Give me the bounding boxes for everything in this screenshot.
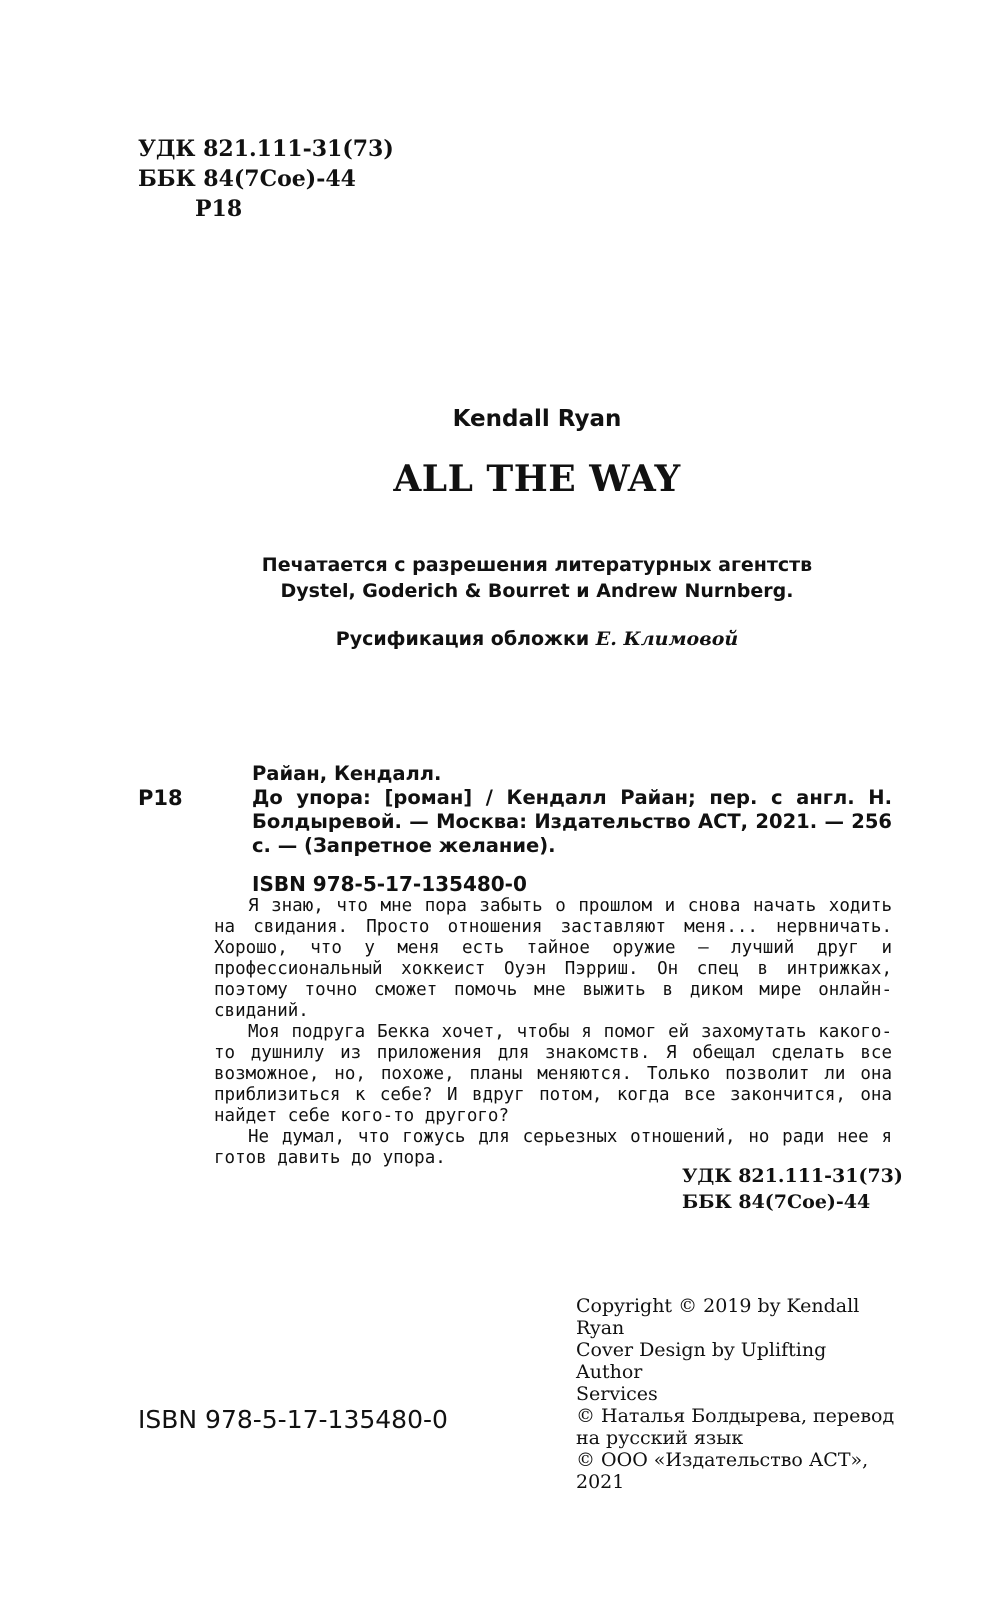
bibliographic-isbn: ISBN 978-5-17-135480-0 (252, 872, 527, 896)
annotation-paragraph: Не думал, что гожусь для серьезных отношений, но ради нее я готов давить до упора. (214, 1127, 892, 1168)
annotation-paragraph: Моя подруга Бекка хочет, чтобы я помог ей захомутать какого-то душнилу из приложения для знакомств. Я обещал сделать все возможное, но, похоже, планы меняются. Только позволит ли она приблизиться к себе? И вдруг потом, когда все закончится, она найдет себе кого-то другого? (214, 1022, 892, 1126)
copyright-line: на русский язык (576, 1427, 744, 1449)
footer-classification-codes (682, 1163, 903, 1215)
bibliographic-entry: До упора: [роман] / Кендалл Райан; пер. с англ. Н. Болдыревой. — Москва: Издательство АСТ, 2021. — 256 с. — (Запретное желание). (252, 786, 892, 857)
bbk-code: ББК 84(7Сое)-44 (138, 166, 356, 192)
book-author: Kendall Ryan (452, 406, 622, 432)
book-title: ALL THE WAY (393, 458, 681, 500)
bibliographic-heading: Райан, Кендалл. (252, 762, 442, 785)
footer-bbk-code: ББК 84(7Сое)-44 (682, 1191, 871, 1213)
cover-credit-prefix: Русификация обложки (335, 628, 596, 650)
permission-notice (0, 552, 1000, 604)
copyright-line: © ООО «Издательство АСТ», 2021 (576, 1449, 869, 1493)
bibliographic-record (252, 762, 892, 896)
permission-line-1: Печатается с разрешения литературных агентств (261, 554, 813, 576)
udk-code: УДК 821.111-31(73) (138, 136, 394, 162)
copyright-line: Copyright © 2019 by Kendall Ryan (576, 1295, 860, 1339)
copyright-line: Services (576, 1383, 658, 1405)
author-mark: Р18 (195, 196, 243, 222)
copyright-line: © Наталья Болдырева, перевод (576, 1405, 895, 1427)
footer-udk-code: УДК 821.111-31(73) (682, 1165, 903, 1187)
classification-codes (138, 134, 394, 224)
isbn-number: ISBN 978-5-17-135480-0 (138, 1405, 448, 1434)
annotation-paragraph: Я знаю, что мне пора забыть о прошлом и снова начать ходить на свидания. Просто отношения заставляют меня... нервничать. Хорошо, что у меня есть тайное оружие — лучший друг и профессиональный хоккеист Оуэн Пэрриш. Он спец в интрижках, поэтому точно сможет помочь мне выжить в диком мире онлайн-свиданий. (214, 896, 892, 1021)
copyright-block (576, 1295, 896, 1493)
cover-credit (0, 628, 1000, 650)
permission-line-2: Dystel, Goderich & Bourret и Andrew Nurnberg. (280, 580, 794, 602)
copyright-line: Cover Design by Uplifting Author (576, 1339, 827, 1383)
bibliographic-code: Р18 (138, 786, 183, 810)
annotation (214, 896, 892, 1169)
cover-credit-name: Е. Климовой (595, 628, 739, 650)
